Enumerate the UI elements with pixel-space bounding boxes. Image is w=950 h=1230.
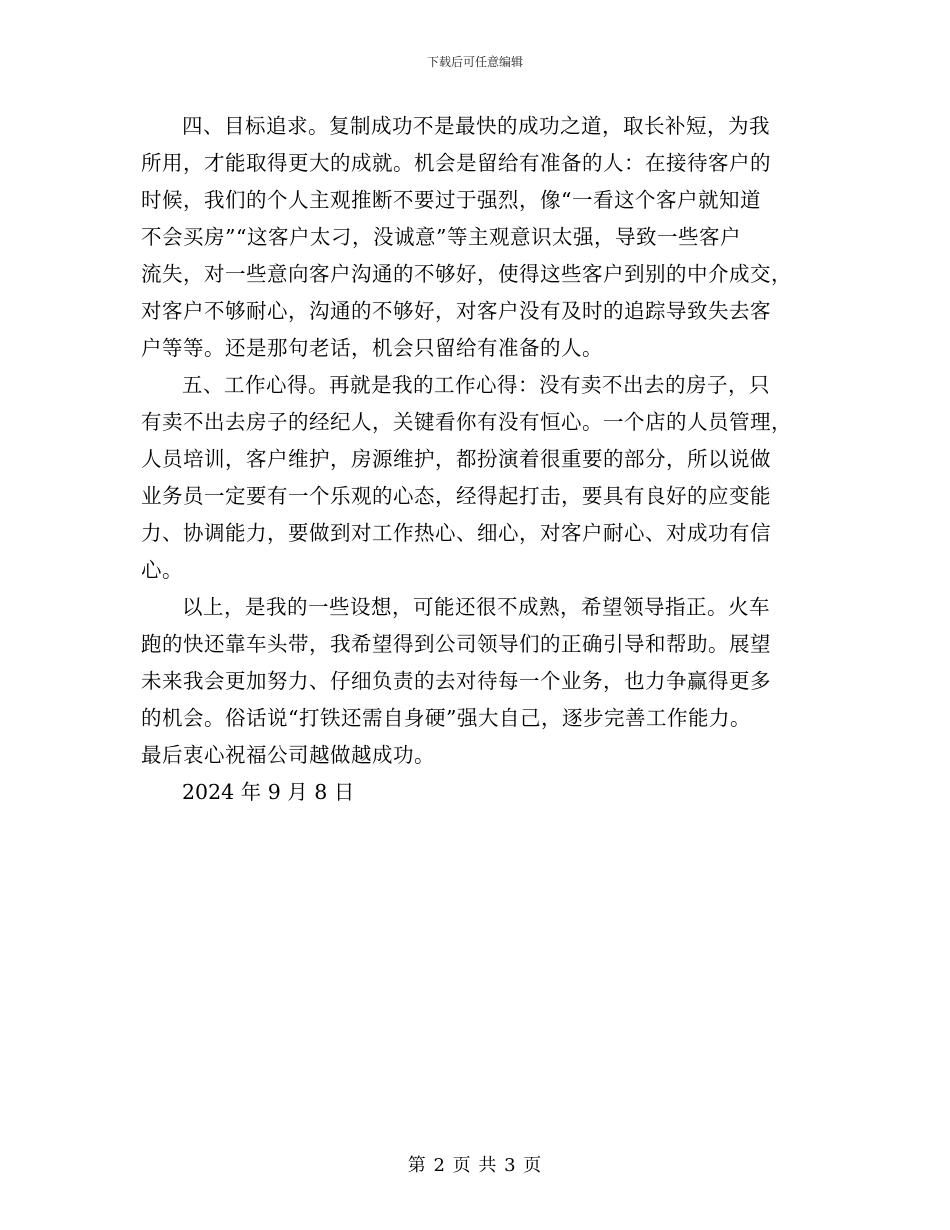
paragraph-line: 所用，才能取得更大的成就。机会是留给有准备的人：在接待客户的 [141, 151, 771, 175]
document-body [141, 108, 809, 811]
paragraph-goals [141, 108, 809, 367]
page-number-footer: 第 2 页 共 3 页 [407, 1155, 543, 1176]
paragraph-line: 力、协调能力，要做到对工作热心、细心，对客户耐心、对成功有信 [141, 521, 771, 545]
paragraph-line: 对客户不够耐心，沟通的不够好，对客户没有及时的追踪导致失去客 [141, 299, 771, 323]
document-date: 2024 年 9 月 8 日 [182, 780, 355, 804]
paragraph-line: 流失，对一些意向客户沟通的不够好，使得这些客户到别的中介成交， [141, 262, 792, 286]
page-header: 下载后可任意编辑 [426, 55, 523, 69]
paragraph-line: 以上，是我的一些设想，可能还很不成熟，希望领导指正。火车 [182, 595, 770, 619]
paragraph-line: 不会买房”“这客户太刁，没诚意”等主观意识太强，导致一些客户 [141, 225, 741, 249]
paragraph-line: 有卖不出去房子的经纪人，关键看你有没有恒心。一个店的人员管理， [141, 410, 792, 434]
paragraph-conclusion [141, 589, 809, 774]
paragraph-line: 业务员一定要有一个乐观的心态，经得起打击，要具有良好的应变能 [141, 484, 771, 508]
paragraph-line: 五、工作心得。再就是我的工作心得：没有卖不出去的房子，只 [182, 373, 770, 397]
paragraph-line: 跑的快还靠车头带，我希望得到公司领导们的正确引导和帮助。展望 [141, 632, 771, 656]
paragraph-line: 未来我会更加努力、仔细负责的去对待每一个业务，也力争赢得更多 [141, 669, 771, 693]
paragraph-work-experience [141, 367, 809, 589]
paragraph-line: 心。 [141, 558, 183, 582]
paragraph-line: 户等等。还是那句老话，机会只留给有准备的人。 [141, 336, 603, 360]
paragraph-line: 人员培训，客户维护，房源维护，都扮演着很重要的部分，所以说做 [141, 447, 771, 471]
paragraph-line: 最后衷心祝福公司越做越成功。 [141, 743, 435, 767]
paragraph-line: 时候，我们的个人主观推断不要过于强烈，像“一看这个客户就知道 [141, 188, 761, 212]
paragraph-line: 的机会。俗话说“打铁还需自身硬”强大自己，逐步完善工作能力。 [141, 706, 751, 730]
paragraph-line: 四、目标追求。复制成功不是最快的成功之道，取长补短，为我 [182, 114, 770, 138]
